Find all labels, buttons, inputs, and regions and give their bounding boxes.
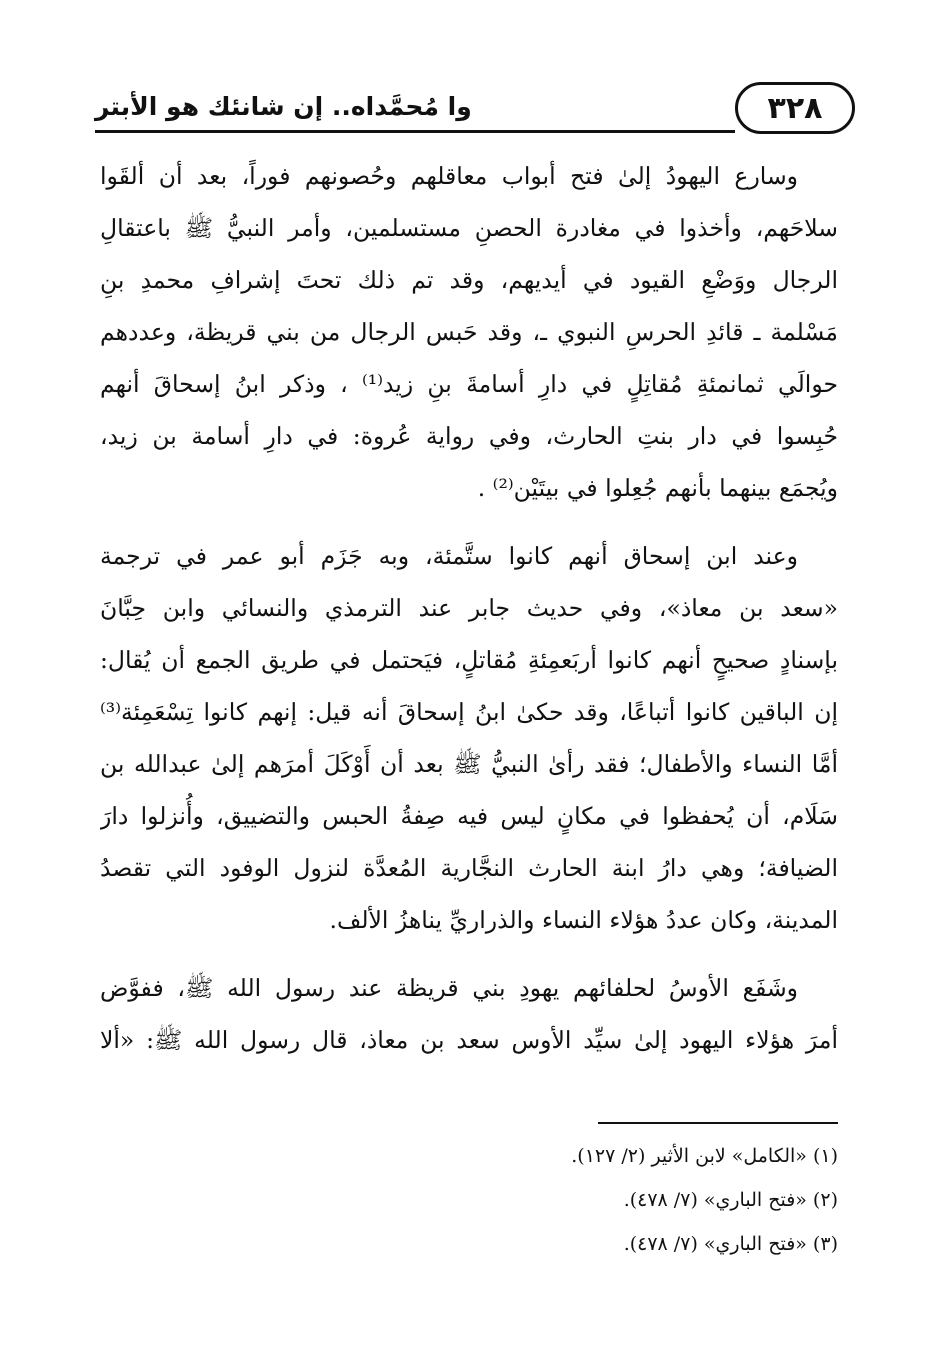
main-text (100, 150, 838, 1082)
paragraph-2 (100, 530, 838, 946)
text-line: الرجال ووَضْعِ القيود في أيديهم، وقد تم ذلك تحتَ إشرافِ محمدِ بنِ (100, 266, 838, 294)
footnotes (400, 1134, 838, 1266)
text-line: ويُجمَع بينهما بأنهم جُعِلوا في بيتَيْن⁽²⁾ . (477, 474, 838, 502)
text-line: سلاحَهم، وأخذوا في مغادرة الحصنِ مستسلمين، وأمر النبيُّ ﷺ باعتقالِ (100, 214, 838, 242)
footnote-divider (598, 1122, 838, 1124)
text-line: الضيافة؛ وهي دارُ ابنة الحارث النجَّارية المُعدَّة لنزول الوفود التي تقصدُ (100, 854, 838, 882)
text-line: أمَّا النساء والأطفال؛ فقد رأىٰ النبيُّ ﷺ بعد أن أَوْكَلَ أمرَهم إلىٰ عبدالله بن (100, 750, 838, 778)
header-divider (95, 130, 735, 133)
running-title: وا مُحمَّداه.. إن شانئك هو الأبتر (95, 92, 472, 121)
text-line: «سعد بن معاذ»، وفي حديث جابر عند الترمذي والنسائي وابن حِبَّانَ (100, 594, 838, 622)
text-line: مَسْلمة ـ قائدِ الحرسِ النبوي ـ، وقد حَبس الرجال من بني قريظة، وعددهم (100, 318, 838, 346)
text-line: إن الباقين كانوا أتباعًا، وقد حكىٰ ابنُ إسحاقَ أنه قيل: إنهم كانوا تِسْعَمِئة⁽³⁾ (100, 698, 838, 726)
page-header (95, 68, 855, 148)
text-line: وعند ابن إسحاق أنهم كانوا ستَّمئة، وبه جَزَم أبو عمر في ترجمة (100, 542, 798, 570)
paragraph-1 (100, 150, 838, 514)
text-line: حُبِسوا في دار بنتِ الحارث، وفي رواية عُروة: في دارِ أسامة بن زيد، (100, 422, 838, 450)
text-line: وسارع اليهودُ إلىٰ فتح أبواب معاقلهم وحُصونهم فوراً، بعد أن ألقَوا (100, 162, 798, 190)
text-line: المدينة، وكان عددُ هؤلاء النساء والذراريِّ يناهزُ الألف. (329, 906, 838, 934)
footnote-1: (١) «الكامل» لابن الأثير (٢/ ١٢٧). (571, 1145, 838, 1167)
text-line: أمرَ هؤلاء اليهود إلىٰ سيِّد الأوس سعد بن معاذ، قال رسول الله ﷺ: «ألا (100, 1026, 838, 1054)
page-number-badge: ٣٢٨ (735, 82, 855, 134)
text-line: سَلَام، أن يُحفظوا في مكانٍ ليس فيه صِفةُ الحبس والتضييق، وأُنزلوا دارَ (100, 802, 838, 830)
footnote-3: (٣) «فتح الباري» (٧/ ٤٧٨). (623, 1233, 838, 1255)
footnote-2: (٢) «فتح الباري» (٧/ ٤٧٨). (623, 1189, 838, 1211)
paragraph-3 (100, 962, 838, 1066)
text-line: حوالَي ثمانمئةِ مُقاتِلٍ في دارِ أسامةَ بنِ زيد⁽¹⁾ ، وذكر ابنُ إسحاقَ أنهم (100, 370, 838, 398)
text-line: وشَفَع الأوسُ لحلفائهم يهودِ بني قريظة عند رسول الله ﷺ، ففوَّض (100, 974, 798, 1002)
text-line: بإسنادٍ صحيحٍ أنهم كانوا أربَعمِئةِ مُقاتلٍ، فيَحتمل في طريق الجمع أن يُقال: (100, 646, 838, 674)
